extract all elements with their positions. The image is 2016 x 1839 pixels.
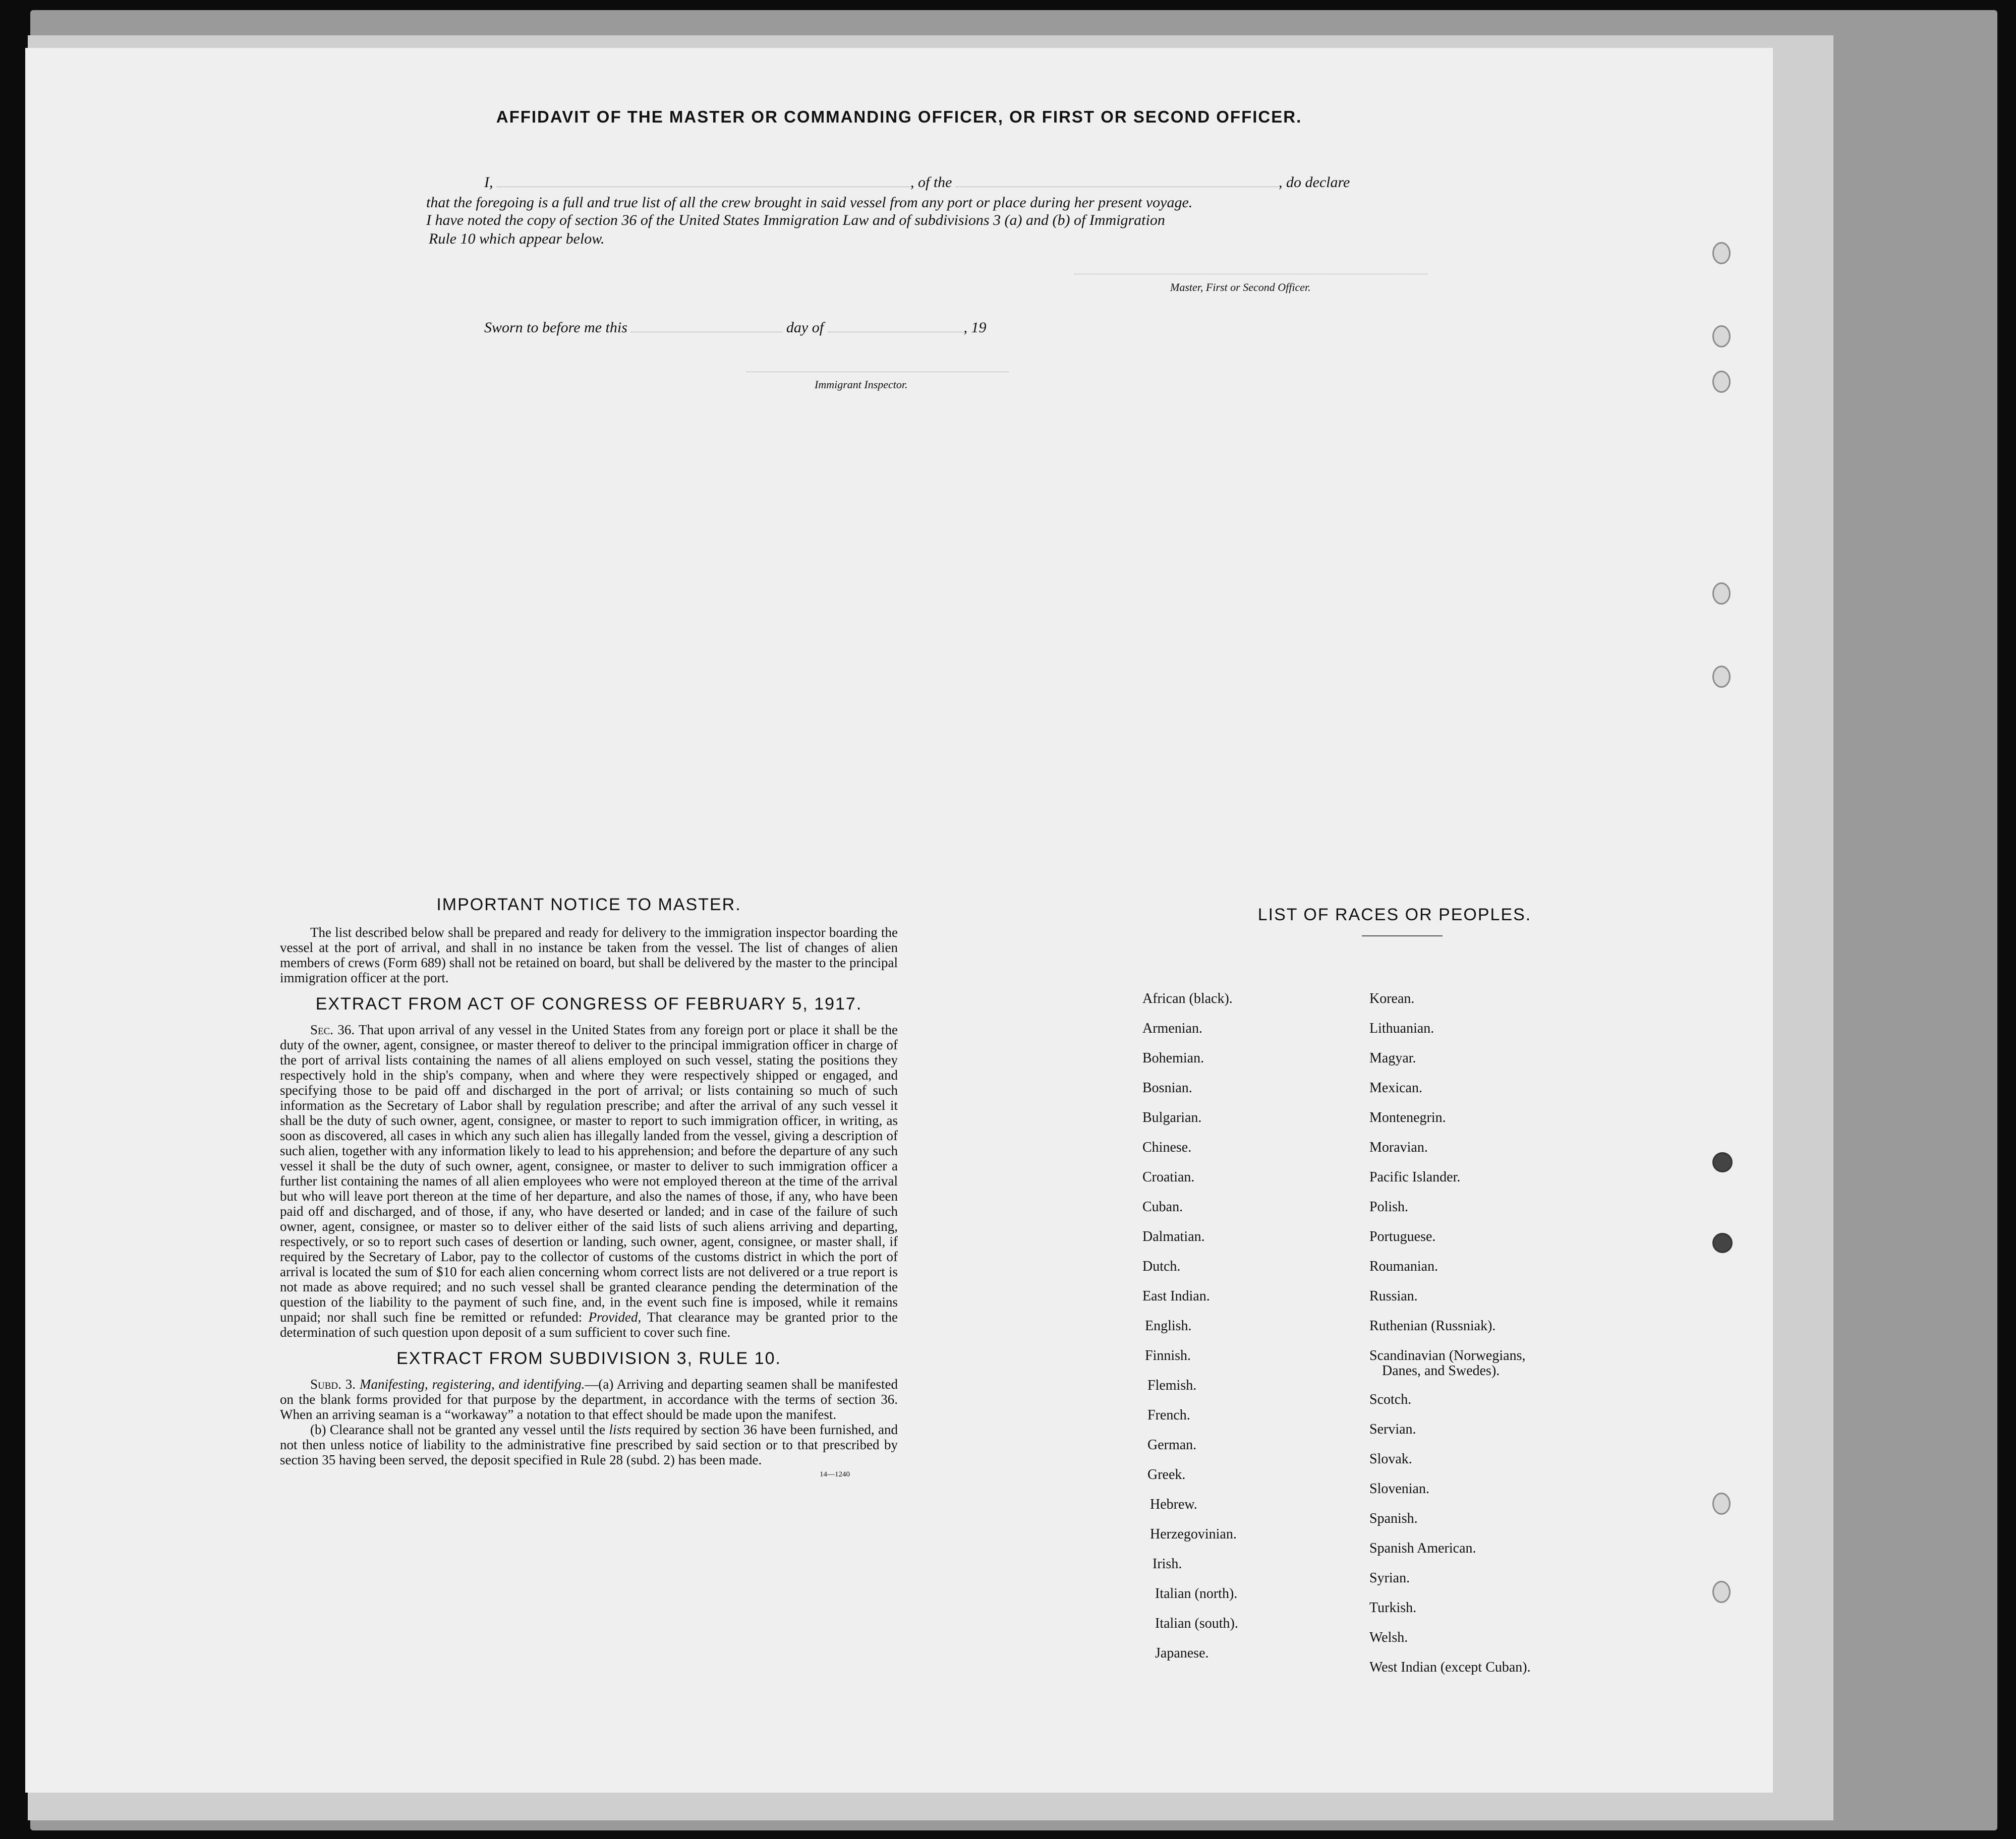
punch-hole: [1712, 666, 1731, 688]
race-entry: Turkish.: [1369, 1600, 1417, 1616]
race-entry: Scotch.: [1369, 1392, 1412, 1407]
punch-hole: [1712, 1152, 1733, 1172]
punch-hole: [1712, 1233, 1733, 1253]
punch-hole: [1712, 1493, 1731, 1515]
race-entry: Dalmatian.: [1142, 1229, 1205, 1244]
race-entry: Ruthenian (Russniak).: [1369, 1318, 1496, 1334]
race-entry: Danes, and Swedes).: [1382, 1363, 1500, 1379]
race-entry: Scandinavian (Norwegians,: [1369, 1348, 1526, 1363]
do-declare-text: , do declare: [1279, 174, 1350, 191]
notice-body: The list described below shall be prepared and ready for delivery to the immigration inspector boarding the vessel at the port of arrival, and shall in no instance be taken from the vessel. The list of changes of alien members of crews (Form 689) shall not be retained on board, but shall be delivered by the master to the principal immigration officer at the port.: [280, 925, 898, 985]
race-entry: Montenegrin.: [1369, 1110, 1446, 1125]
affidavit-line-4: Rule 10 which appear below.: [429, 230, 605, 247]
race-entry: Russian.: [1369, 1288, 1418, 1304]
race-entry: Polish.: [1369, 1199, 1409, 1215]
race-entry: Herzegovinian.: [1150, 1526, 1237, 1542]
race-entry: German.: [1147, 1437, 1197, 1453]
sworn-text: Sworn to before me this: [484, 319, 627, 336]
punch-hole: [1712, 371, 1731, 393]
day-of-text: day of: [786, 319, 824, 336]
paragraph-b-text: required by section 36 have been furnished, and not then unless notice of liability to the administrative fine prescribed by said section or to that prescribed by section 35 having been served, the deposit specified in Rule 28 (subd. 2) has been made.: [280, 1422, 898, 1467]
race-entry: French.: [1147, 1407, 1190, 1423]
rule-paragraph-b: [280, 1422, 898, 1467]
race-entry: Hebrew.: [1150, 1497, 1197, 1512]
punch-hole: [1712, 1581, 1731, 1603]
declarant-pronoun: I,: [484, 174, 493, 191]
rule-paragraph-a: [280, 1377, 898, 1422]
form-number: 14—1240: [820, 1470, 850, 1478]
subdivision-label: Subd. 3.: [310, 1377, 356, 1392]
affidavit-line-2: that the foregoing is a full and true list of all the crew brought in said vessel from any port or place during her present voyage.: [426, 194, 1193, 211]
race-entry: Syrian.: [1369, 1570, 1410, 1586]
lists-word: lists: [609, 1422, 631, 1437]
paragraph-b-lead: (b) Clearance shall not be granted any vessel until the: [310, 1422, 606, 1437]
of-the-text: , of the: [910, 174, 952, 191]
race-entry: Servian.: [1369, 1421, 1416, 1437]
race-entry: Moravian.: [1369, 1140, 1428, 1155]
affidavit-line-3: I have noted the copy of section 36 of the United States Immigration Law and of subdivisions 3 (a) and (b) of Immigration: [426, 212, 1165, 228]
section-36-closing: That clearance may be granted prior to the determination of such question upon deposit of a sum sufficient to cover such fine.: [280, 1310, 898, 1340]
race-entry: Pacific Islander.: [1369, 1169, 1461, 1185]
race-entry: West Indian (except Cuban).: [1369, 1659, 1531, 1675]
race-entry: Slovenian.: [1369, 1481, 1429, 1497]
rule-extract-title: EXTRACT FROM SUBDIVISION 3, RULE 10.: [396, 1349, 781, 1368]
race-entry: Dutch.: [1142, 1259, 1181, 1274]
notice-column: [280, 895, 898, 1479]
race-entry: Bosnian.: [1142, 1080, 1192, 1096]
race-entry: English.: [1145, 1318, 1192, 1334]
race-entry: Croatian.: [1142, 1169, 1195, 1185]
race-entry: Mexican.: [1369, 1080, 1422, 1096]
race-entry: Greek.: [1147, 1467, 1186, 1482]
subdivision-heading: Manifesting, registering, and identifying.: [359, 1377, 585, 1392]
race-entry: Spanish.: [1369, 1511, 1418, 1526]
master-signature-caption: Master, First or Second Officer.: [1170, 281, 1311, 293]
affidavit-declaration-line: [484, 174, 1350, 191]
race-entry: Bohemian.: [1142, 1050, 1204, 1066]
race-entry: Portuguese.: [1369, 1229, 1436, 1244]
race-entry: Welsh.: [1369, 1630, 1408, 1645]
race-entry: African (black).: [1142, 991, 1233, 1006]
race-entry: Italian (south).: [1155, 1616, 1238, 1631]
races-column-1: [1142, 991, 1238, 1675]
race-entry: Lithuanian.: [1369, 1021, 1434, 1036]
manifest-page: [25, 48, 1773, 1793]
race-entry: Japanese.: [1155, 1645, 1209, 1661]
act-extract-title: EXTRACT FROM ACT OF CONGRESS OF FEBRUARY 5, 1917.: [315, 994, 862, 1014]
punch-hole: [1712, 582, 1731, 605]
race-entry: Italian (north).: [1155, 1586, 1238, 1601]
inspector-caption: Immigrant Inspector.: [815, 378, 908, 391]
sworn-line: [484, 319, 987, 336]
notice-title: IMPORTANT NOTICE TO MASTER.: [436, 895, 741, 914]
races-title: LIST OF RACES OR PEOPLES.: [1257, 905, 1532, 924]
affidavit-title: AFFIDAVIT OF THE MASTER OR COMMANDING OFFICER, OR FIRST OR SECOND OFFICER.: [496, 107, 1302, 126]
races-column-2: [1369, 991, 1531, 1689]
punch-hole: [1712, 242, 1731, 264]
race-entry: Armenian.: [1142, 1021, 1202, 1036]
race-entry: Korean.: [1369, 991, 1415, 1006]
race-entry: Irish.: [1153, 1556, 1182, 1572]
paragraph-a-text: —(a) Arriving and departing seamen shall be manifested on the blank forms provided for that purpose by the department, in accordance with the terms of section 36. When an arriving seaman is a “workaway” a notation to that effect should be made upon the manifest.: [280, 1377, 898, 1422]
race-entry: Flemish.: [1147, 1378, 1197, 1393]
provided-word: Provided,: [588, 1310, 642, 1325]
races-title-rule: [1362, 935, 1443, 936]
act-extract-body: [280, 1022, 898, 1340]
year-prefix-text: , 19: [963, 319, 987, 336]
race-entry: Magyar.: [1369, 1050, 1416, 1066]
punch-hole: [1712, 325, 1731, 347]
race-entry: East Indian.: [1142, 1288, 1210, 1304]
section-label: Sec. 36.: [310, 1022, 355, 1037]
race-entry: Bulgarian.: [1142, 1110, 1202, 1125]
race-entry: Spanish American.: [1369, 1540, 1476, 1556]
race-entry: Slovak.: [1369, 1451, 1412, 1467]
race-entry: Roumanian.: [1369, 1259, 1438, 1274]
race-entry: Finnish.: [1145, 1348, 1191, 1363]
race-entry: Cuban.: [1142, 1199, 1183, 1215]
section-36-text: That upon arrival of any vessel in the United States from any foreign port or place it shall be the duty of the owner, agent, consignee, or master thereof to deliver to the principal immigration officer in charge of the port of arrival lists containing the names of all aliens employed on such vessel, stating the positions they respectively hold in the ship's company, when and where they were respectively shipped or engaged, and specifying those to be paid off and discharged in the port of arrival; or lists containing so much of such information as the Secretary of Labor shall by regulation prescribe; and after the arrival of any such vessel it shall be the duty of such owner, agent, consignee, or master to report to such immigration officer, in writing, as soon as discovered, all cases in which any such alien has illegally landed from the vessel, giving a description of such alien, together with any information likely to lead to his apprehension; and before the departure of any such vessel it shall be the duty of such owner, agent, consignee, or master to deliver to such immigration officer a further list containing the names of all alien employees who were not employed thereon at the time of the arrival but who will leave port thereon at the time of her departure, and also the names of those, if any, who have been paid off and discharged, and of those, if any, who have deserted or landed; and in case of the failure of such owner, agent, consignee, or master so to deliver either of the said lists of such aliens arriving and departing, respectively, or so to report such cases of desertion or landing, such owner, agent, consignee, or master shall, if required by the Secretary of Labor, pay to the collector of customs of the customs district in which the port of arrival is located the sum of $10 for each alien concerning whom correct lists are not delivered or a true report is not made as above required; and no such vessel shall be granted clearance pending the determination of the question of the liability to the payment of such fine, and, in the event such fine is imposed, while it remains unpaid; nor shall such fine be remitted or refunded:: [280, 1022, 898, 1325]
race-entry: Chinese.: [1142, 1140, 1192, 1155]
